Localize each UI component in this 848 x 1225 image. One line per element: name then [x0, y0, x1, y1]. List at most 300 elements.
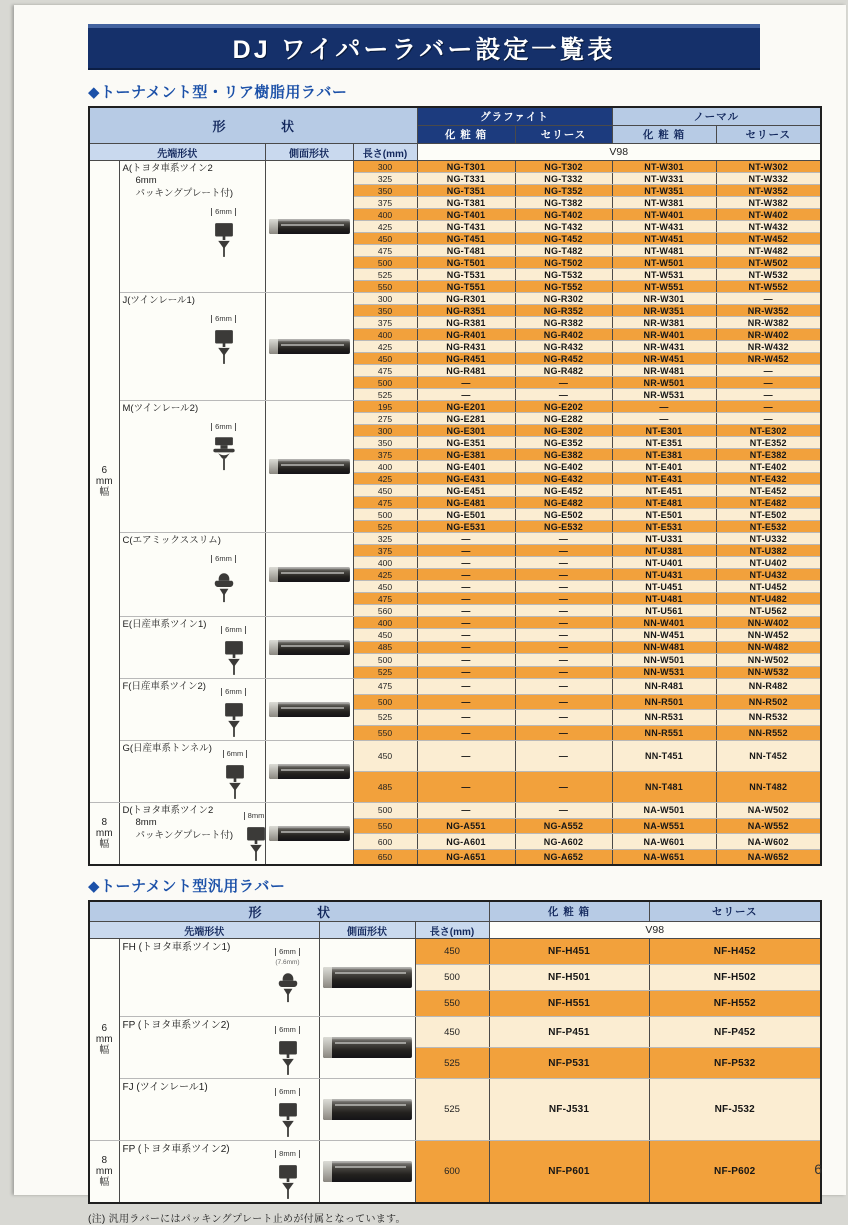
tip-shape-cell: [119, 1079, 319, 1141]
page-title: DJ ワイパーラバー設定一覧表: [232, 36, 616, 64]
side-view-photo: [269, 702, 350, 717]
length-cell: 300: [353, 161, 417, 173]
part-number-cell: NG-E351: [417, 437, 515, 449]
rubber-row: [89, 939, 821, 965]
part-number-cell: NG-T551: [417, 281, 515, 293]
part-number-cell: —: [716, 401, 821, 413]
dimension-label: 8mm: [275, 1150, 300, 1158]
part-number-cell: NR-W431: [612, 341, 716, 353]
tip-dimension-and-glyph: [201, 308, 247, 367]
part-number-cell: NG-T481: [417, 245, 515, 257]
part-number-cell: NG-T431: [417, 221, 515, 233]
rear-rubber-table: [88, 106, 822, 866]
length-cell: 400: [353, 617, 417, 629]
part-number-cell: NT-U431: [612, 569, 716, 581]
part-number-cell: NR-W481: [612, 365, 716, 377]
side-shape-cell: [319, 1017, 415, 1079]
length-cell: 475: [353, 365, 417, 377]
box-header: 化 粧 箱: [489, 901, 649, 922]
tip-shape-cell: [119, 1141, 319, 1204]
tip-type-label: [123, 941, 231, 954]
tip-type-label: [123, 743, 212, 755]
part-number-cell: NT-U381: [612, 545, 716, 557]
general-rubber-table-header: [89, 901, 821, 939]
part-number-cell: NT-U401: [612, 557, 716, 569]
part-number-cell: NN-R501: [612, 694, 716, 710]
length-cell: 525: [353, 269, 417, 281]
part-number-cell: NN-T452: [716, 741, 821, 772]
part-number-cell: NG-R481: [417, 365, 515, 377]
part-number-cell: NF-H552: [649, 991, 821, 1017]
part-number-cell: —: [417, 772, 515, 803]
part-number-cell: NG-E532: [515, 521, 612, 533]
part-number-cell: —: [417, 641, 515, 653]
part-number-cell: NG-R452: [515, 353, 612, 365]
dimension-sublabel: (7.6mm): [275, 959, 300, 966]
part-number-cell: NN-W481: [612, 641, 716, 653]
part-number-cell: NT-U482: [716, 593, 821, 605]
width-label-cell: [89, 161, 119, 803]
length-cell: 500: [415, 965, 489, 991]
part-number-cell: NG-T352: [515, 185, 612, 197]
part-number-cell: —: [515, 725, 612, 741]
tip-shape-cell: [119, 939, 319, 1017]
side-shape-cell: [265, 803, 353, 866]
length-cell: 550: [415, 991, 489, 1017]
part-number-cell: NN-R552: [716, 725, 821, 741]
part-number-cell: NN-R551: [612, 725, 716, 741]
length-cell: 475: [353, 593, 417, 605]
part-number-cell: NT-W302: [716, 161, 821, 173]
part-number-cell: NN-W402: [716, 617, 821, 629]
rubber-row: [89, 741, 821, 772]
length-cell: 475: [353, 679, 417, 695]
length-cell: 400: [353, 557, 417, 569]
dimension-label: 6mm: [223, 750, 248, 758]
length-cell: 400: [353, 209, 417, 221]
part-number-cell: NT-W481: [612, 245, 716, 257]
tip-shape-content: [120, 533, 265, 607]
length-cell: 375: [353, 317, 417, 329]
part-number-cell: NT-E451: [612, 485, 716, 497]
part-number-cell: —: [417, 803, 515, 819]
part-number-cell: NF-P532: [649, 1048, 821, 1079]
length-cell: 525: [353, 521, 417, 533]
tip-dimension-and-glyph: [212, 743, 258, 802]
part-number-cell: NG-R381: [417, 317, 515, 329]
part-number-cell: NF-P452: [649, 1017, 821, 1048]
length-cell: 450: [353, 629, 417, 641]
model-code-header: V98: [489, 922, 821, 939]
part-number-cell: —: [515, 666, 612, 678]
length-cell: 375: [353, 197, 417, 209]
length-cell: 525: [415, 1079, 489, 1141]
tip-type-label-line: C(エアミックススリム): [122, 535, 221, 546]
part-number-cell: NA-W552: [716, 818, 821, 834]
part-number-cell: NG-A651: [417, 849, 515, 865]
part-number-cell: —: [417, 533, 515, 545]
part-number-cell: —: [612, 413, 716, 425]
page-number: 6: [814, 1161, 822, 1177]
part-number-cell: NA-W601: [612, 834, 716, 850]
cross-section-glyph: [265, 967, 311, 1007]
part-number-cell: —: [417, 741, 515, 772]
side-shape-cell: [265, 161, 353, 293]
length-cell: 300: [353, 293, 417, 305]
part-number-cell: NF-H451: [489, 939, 649, 965]
part-number-cell: NT-E502: [716, 509, 821, 521]
cross-section-glyph: [233, 824, 265, 864]
part-number-cell: NG-E482: [515, 497, 612, 509]
part-number-cell: NG-E302: [515, 425, 612, 437]
length-cell: 450: [353, 353, 417, 365]
part-number-cell: —: [515, 710, 612, 726]
part-number-cell: NT-U452: [716, 581, 821, 593]
tip-shape-cell: [119, 401, 265, 533]
part-number-cell: —: [716, 293, 821, 305]
dimension-label: 6mm: [211, 208, 236, 216]
length-cell: 450: [415, 1017, 489, 1048]
length-cell: 325: [353, 173, 417, 185]
tip-type-label-line: FJ (ツインレール1): [122, 1082, 208, 1093]
part-number-cell: NG-E531: [417, 521, 515, 533]
part-number-cell: NT-E381: [612, 449, 716, 461]
rubber-row: [89, 401, 821, 413]
side-view-photo: [269, 219, 350, 234]
cross-section-glyph: [211, 638, 257, 678]
cross-section-glyph: [201, 567, 247, 607]
part-number-cell: —: [515, 617, 612, 629]
part-number-cell: NT-E301: [612, 425, 716, 437]
tip-shape-content: [120, 1141, 319, 1202]
part-number-cell: NG-T452: [515, 233, 612, 245]
dimension-label: 6mm: [221, 626, 246, 634]
dimension-label: 6mm: [275, 1026, 300, 1034]
rubber-row: [89, 679, 821, 695]
side-shape-cell: [319, 1079, 415, 1141]
part-number-cell: NG-T401: [417, 209, 515, 221]
part-number-cell: NT-W402: [716, 209, 821, 221]
part-number-cell: —: [515, 605, 612, 617]
part-number-cell: NG-E301: [417, 425, 515, 437]
dimension-label: 6mm: [211, 315, 236, 323]
part-number-cell: NG-T501: [417, 257, 515, 269]
part-number-cell: NR-W501: [612, 377, 716, 389]
part-number-cell: NG-E452: [515, 485, 612, 497]
width-label-part: 幅: [99, 1177, 110, 1188]
part-number-cell: NT-W482: [716, 245, 821, 257]
part-number-cell: NT-W431: [612, 221, 716, 233]
tip-shape-cell: [119, 533, 265, 617]
rubber-row: [89, 1079, 821, 1141]
length-cell: 450: [353, 233, 417, 245]
length-cell: 500: [353, 509, 417, 521]
part-number-cell: NG-T331: [417, 173, 515, 185]
part-number-cell: NR-W531: [612, 389, 716, 401]
part-number-cell: —: [515, 377, 612, 389]
tip-shape-cell: [119, 803, 265, 866]
part-number-cell: NT-W331: [612, 173, 716, 185]
part-number-cell: NT-U331: [612, 533, 716, 545]
side-view-photo: [269, 567, 350, 582]
tip-type-label: [123, 619, 207, 631]
length-cell: 425: [353, 221, 417, 233]
length-cell: 485: [353, 772, 417, 803]
tip-type-label: [123, 805, 234, 842]
cross-section-glyph: [211, 700, 257, 740]
part-number-cell: NT-E431: [612, 473, 716, 485]
tip-shape-cell: [119, 679, 265, 741]
length-cell: 600: [353, 834, 417, 850]
part-number-cell: NG-R351: [417, 305, 515, 317]
cross-section-glyph: [201, 435, 247, 475]
side-shape-cell: [265, 401, 353, 533]
tip-shape-content: [120, 1017, 319, 1078]
part-number-cell: NF-J532: [649, 1079, 821, 1141]
tip-shape-header: 先端形状: [89, 144, 265, 161]
part-number-cell: NT-W452: [716, 233, 821, 245]
tip-type-label-line: FP (トヨタ車系ツイン2): [122, 1020, 230, 1031]
part-number-cell: —: [716, 413, 821, 425]
part-number-cell: NG-A602: [515, 834, 612, 850]
length-cell: 500: [353, 377, 417, 389]
width-label-part: mm: [95, 476, 113, 487]
length-cell: 600: [415, 1141, 489, 1204]
part-number-cell: —: [515, 557, 612, 569]
general-rubber-table: [88, 900, 822, 1204]
part-number-cell: NF-P601: [489, 1141, 649, 1204]
part-number-cell: —: [716, 389, 821, 401]
part-number-cell: —: [515, 741, 612, 772]
length-cell: 525: [353, 666, 417, 678]
part-number-cell: NT-W551: [612, 281, 716, 293]
part-number-cell: —: [515, 389, 612, 401]
width-label-part: 8: [101, 1155, 108, 1166]
length-cell: 325: [353, 533, 417, 545]
tip-type-label: [123, 1081, 208, 1094]
part-number-cell: —: [515, 694, 612, 710]
cross-section-glyph: [201, 220, 247, 260]
width-label-cell: [89, 939, 119, 1141]
part-number-cell: NN-W482: [716, 641, 821, 653]
length-cell: 350: [353, 185, 417, 197]
part-number-cell: NT-W502: [716, 257, 821, 269]
part-number-cell: NG-R432: [515, 341, 612, 353]
length-cell: 450: [353, 581, 417, 593]
side-view-photo: [269, 459, 350, 474]
rubber-row: [89, 533, 821, 545]
part-number-cell: NG-R401: [417, 329, 515, 341]
part-number-cell: NG-R352: [515, 305, 612, 317]
part-number-cell: —: [515, 679, 612, 695]
tip-shape-cell: [119, 741, 265, 803]
tip-type-label-line: 6mm: [135, 175, 157, 187]
part-number-cell: —: [515, 533, 612, 545]
width-label-part: mm: [95, 1166, 113, 1177]
side-view-photo: [323, 1099, 412, 1120]
dimension-label: 6mm: [221, 688, 246, 696]
part-number-cell: NT-E401: [612, 461, 716, 473]
part-number-cell: NT-E482: [716, 497, 821, 509]
part-number-cell: NT-U562: [716, 605, 821, 617]
part-number-cell: —: [612, 401, 716, 413]
tip-type-label: [123, 403, 263, 415]
dimension-label: 6mm: [275, 948, 300, 956]
side-shape-cell: [265, 741, 353, 803]
part-number-cell: NG-T531: [417, 269, 515, 281]
part-number-cell: NT-W382: [716, 197, 821, 209]
length-cell: 500: [353, 694, 417, 710]
part-number-cell: NG-T332: [515, 173, 612, 185]
length-cell: 425: [353, 473, 417, 485]
part-number-cell: NT-W332: [716, 173, 821, 185]
side-shape-cell: [319, 939, 415, 1017]
length-header: 長さ(mm): [353, 144, 417, 161]
part-number-cell: NT-W552: [716, 281, 821, 293]
part-number-cell: NR-W382: [716, 317, 821, 329]
part-number-cell: NN-R482: [716, 679, 821, 695]
tip-dimension-and-glyph: [211, 681, 257, 740]
part-number-cell: NT-E532: [716, 521, 821, 533]
part-number-cell: NG-A552: [515, 818, 612, 834]
part-number-cell: NR-W401: [612, 329, 716, 341]
part-number-cell: —: [417, 679, 515, 695]
part-number-cell: NT-U332: [716, 533, 821, 545]
part-number-cell: —: [417, 545, 515, 557]
part-number-cell: NG-T552: [515, 281, 612, 293]
part-number-cell: NT-W351: [612, 185, 716, 197]
part-number-cell: —: [417, 593, 515, 605]
part-number-cell: NF-H452: [649, 939, 821, 965]
part-number-cell: NG-E501: [417, 509, 515, 521]
part-number-cell: NG-E431: [417, 473, 515, 485]
length-cell: 425: [353, 569, 417, 581]
length-cell: 500: [353, 803, 417, 819]
length-cell: 375: [353, 449, 417, 461]
tip-type-label-line: D(トヨタ車系ツイン2: [122, 805, 214, 816]
tip-type-label-line: J(ツインレール1): [122, 295, 195, 306]
part-number-cell: NR-W451: [612, 353, 716, 365]
part-number-cell: —: [417, 710, 515, 726]
part-number-cell: —: [417, 694, 515, 710]
width-label-part: 幅: [99, 487, 110, 498]
part-number-cell: NA-W551: [612, 818, 716, 834]
part-number-cell: NT-E352: [716, 437, 821, 449]
part-number-cell: —: [716, 365, 821, 377]
graphite-box-header: 化 粧 箱: [417, 126, 515, 144]
tip-shape-header: 先端形状: [89, 922, 319, 939]
part-number-cell: NG-T301: [417, 161, 515, 173]
page-content: [14, 5, 846, 1225]
part-number-cell: NF-H502: [649, 965, 821, 991]
part-number-cell: NG-T351: [417, 185, 515, 197]
part-number-cell: NT-E531: [612, 521, 716, 533]
part-number-cell: NG-E432: [515, 473, 612, 485]
part-number-cell: NR-W352: [716, 305, 821, 317]
part-number-cell: NG-T302: [515, 161, 612, 173]
part-number-cell: NN-W531: [612, 666, 716, 678]
tip-shape-content: [120, 617, 265, 678]
width-label-part: mm: [95, 828, 113, 839]
part-number-cell: —: [417, 569, 515, 581]
side-view-photo: [269, 640, 350, 655]
length-cell: 275: [353, 413, 417, 425]
tip-type-label-line: G(日産車系トンネル): [122, 743, 212, 754]
part-number-cell: NN-W452: [716, 629, 821, 641]
length-cell: 450: [353, 741, 417, 772]
page-title-banner: [88, 24, 760, 70]
normal-header: ノーマル: [612, 107, 821, 126]
tip-shape-content: [120, 293, 265, 367]
width-label-part: 8: [101, 817, 108, 828]
part-number-cell: NG-R382: [515, 317, 612, 329]
tip-type-label-line: FH (トヨタ車系ツイン1): [122, 942, 231, 953]
part-number-cell: —: [417, 654, 515, 666]
part-number-cell: NG-E381: [417, 449, 515, 461]
side-view-photo: [323, 1161, 412, 1182]
part-number-cell: NG-E201: [417, 401, 515, 413]
normal-box-header: 化 粧 箱: [612, 126, 716, 144]
part-number-cell: NR-W432: [716, 341, 821, 353]
part-number-cell: —: [417, 389, 515, 401]
length-cell: 375: [353, 545, 417, 557]
part-number-cell: NN-R532: [716, 710, 821, 726]
part-number-cell: NT-E432: [716, 473, 821, 485]
part-number-cell: NG-T381: [417, 197, 515, 209]
part-number-cell: NG-E382: [515, 449, 612, 461]
cross-section-glyph: [212, 762, 258, 802]
cellophane-header: セリース: [649, 901, 821, 922]
tip-type-label-line: F(日産車系ツイン2): [122, 681, 206, 692]
part-number-cell: NR-W402: [716, 329, 821, 341]
part-number-cell: —: [515, 581, 612, 593]
length-cell: 350: [353, 437, 417, 449]
dimension-label: 6mm: [211, 555, 236, 563]
part-number-cell: NT-E382: [716, 449, 821, 461]
length-cell: 550: [353, 281, 417, 293]
tip-type-label-line: 8mm: [135, 817, 157, 829]
tip-shape-content: [120, 939, 319, 1007]
tip-dimension-and-glyph: [211, 619, 257, 678]
width-label-part: 幅: [99, 839, 110, 850]
part-number-cell: NN-T481: [612, 772, 716, 803]
part-number-cell: NT-U382: [716, 545, 821, 557]
rear-rubber-table-body: [89, 161, 821, 866]
length-cell: 525: [353, 389, 417, 401]
part-number-cell: NN-W401: [612, 617, 716, 629]
shape-header: 形 状: [89, 107, 417, 144]
part-number-cell: NT-E501: [612, 509, 716, 521]
catalog-page: [14, 5, 846, 1225]
part-number-cell: NG-R302: [515, 293, 612, 305]
width-label-part: 6: [101, 1023, 108, 1034]
tip-shape-content: [120, 401, 265, 475]
width-label-part: 幅: [99, 1045, 110, 1056]
length-cell: 650: [353, 849, 417, 865]
part-number-cell: NT-W532: [716, 269, 821, 281]
dimension-label: 6mm: [275, 1088, 300, 1096]
length-header: 長さ(mm): [415, 922, 489, 939]
part-number-cell: NG-E401: [417, 461, 515, 473]
part-number-cell: —: [417, 629, 515, 641]
graphite-cellophane-header: セリース: [515, 126, 612, 144]
part-number-cell: NT-W352: [716, 185, 821, 197]
part-number-cell: —: [515, 772, 612, 803]
part-number-cell: NT-W531: [612, 269, 716, 281]
part-number-cell: NG-E281: [417, 413, 515, 425]
length-cell: 485: [353, 641, 417, 653]
tip-type-label-line: E(日産車系ツイン1): [122, 619, 207, 630]
